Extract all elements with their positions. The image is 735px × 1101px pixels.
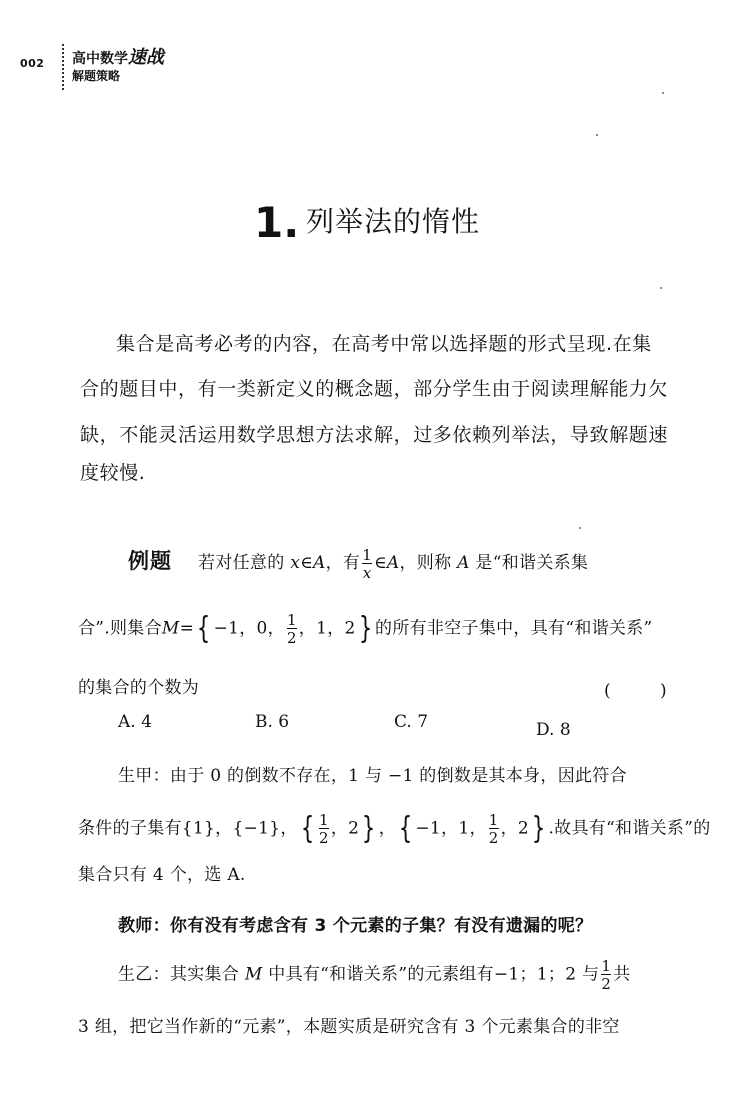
student-a-line-1: 生甲：由于 0 的倒数不存在，1 与 −1 的倒数是其本身，因此符合 (118, 766, 627, 786)
series-title-main: 高中数学 (72, 51, 128, 67)
intro-line-3: 缺，不能灵活运用数学思想方法求解，过多依赖列举法，导致解题速 (80, 424, 669, 446)
example-line-2: 合”.则集合M={ −1，0， $\frac{1}{2}$ ，1，2} 的所有非空子集中，具有“和谐关系” (78, 610, 653, 647)
header-divider (62, 44, 64, 90)
scan-speck (660, 287, 662, 289)
chapter-number: 1. (254, 198, 300, 247)
fraction-one-half: $\frac{1}{2}$ (601, 957, 612, 993)
intro-line-2: 合的题目中，有一类新定义的概念题，部分学生由于阅读理解能力欠 (80, 378, 669, 400)
student-a-line-2: 条件的子集有{1}，{−1}，{ $\frac{1}{2}$ ，2} ，{ −1，1， $\frac{1}{2}$ ，2} .故具有“和谐关系”的 (78, 810, 711, 847)
answer-blank: ( ) (604, 681, 689, 701)
series-subtitle: 解题策略 (72, 69, 121, 83)
teacher-line: 教师：你有没有考虑含有 3 个元素的子集？有没有遗漏的呢？ (118, 916, 593, 936)
example-line-3: 的集合的个数为 (78, 678, 200, 698)
student-b-line-1: 生乙：其实集合 M 中具有“和谐关系”的元素组有−1；1；2 与 $\frac{1}{2}$ 共 (118, 957, 631, 993)
option-c: C. 7 (394, 712, 429, 732)
scan-speck (579, 527, 581, 529)
option-d: D. 8 (536, 720, 571, 740)
scan-speck (662, 92, 664, 94)
scan-speck (596, 134, 598, 136)
chapter-title: 列举法的惰性 (306, 205, 481, 238)
intro-line-4: 度较慢. (80, 462, 146, 484)
example-label: 例题 (128, 549, 172, 573)
student-a-line-3: 集合只有 4 个，选 A. (78, 865, 246, 885)
option-b: B. 6 (255, 712, 290, 732)
fraction-one-over-x: $\frac{1}{x}$ (362, 545, 373, 582)
series-title (72, 43, 164, 69)
intro-line-1: 集合是高考必考的内容，在高考中常以选择题的形式呈现.在集 (116, 333, 652, 355)
student-b-line-2: 3 组，把它当作新的“元素”，本题实质是研究含有 3 个元素集合的非空 (78, 1017, 620, 1037)
example-line-1: 例题 若对任意的 x∈A，有 $\frac{1}{x}$ ∈A，则称 A 是“和谐关系集 (128, 545, 589, 582)
page-number: 002 (20, 57, 45, 70)
fraction-one-half: $\frac{1}{2}$ (319, 811, 329, 847)
fraction-one-half: $\frac{1}{2}$ (286, 611, 297, 647)
fraction-one-half: $\frac{1}{2}$ (488, 811, 499, 847)
option-a: A. 4 (118, 712, 152, 732)
series-title-brush: 速战 (128, 47, 164, 68)
